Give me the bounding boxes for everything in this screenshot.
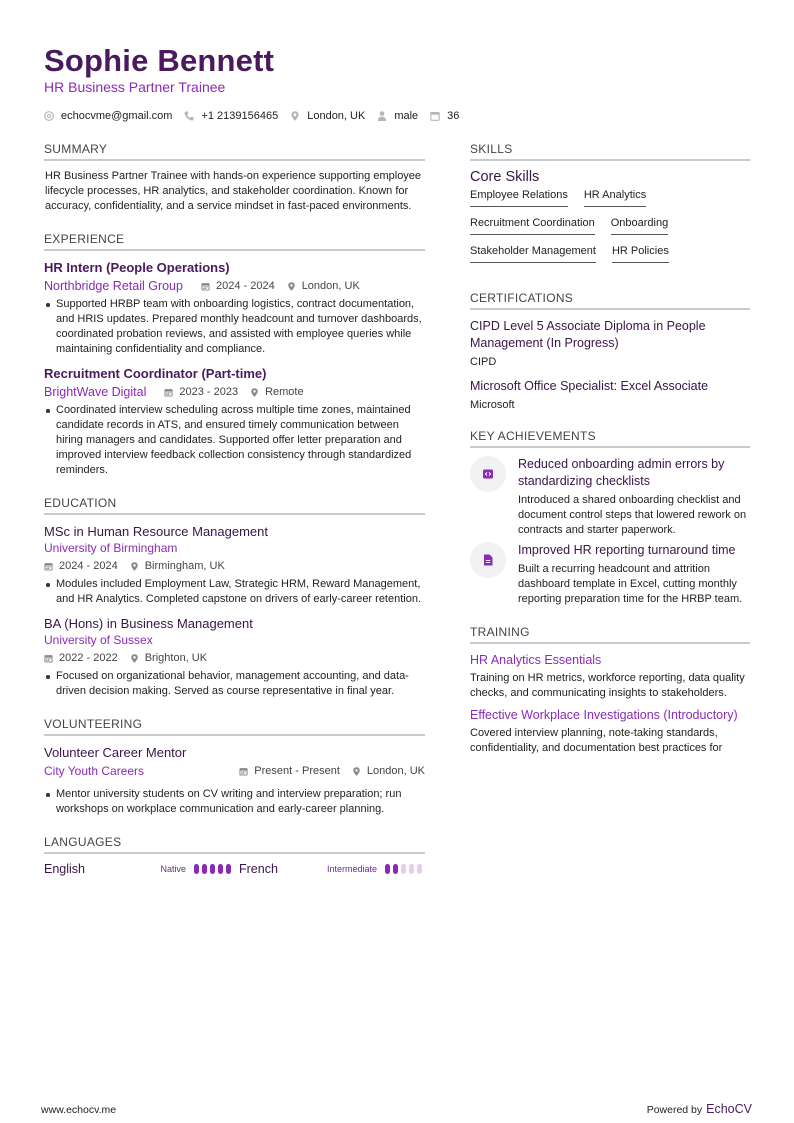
volunteer-meta	[44, 763, 425, 779]
achievements-section	[470, 427, 750, 607]
section-heading: SKILLS	[470, 140, 750, 161]
section-heading: VOLUNTEERING	[44, 715, 425, 736]
contact-gender	[377, 110, 418, 122]
calendar-icon	[44, 654, 53, 663]
location-text: Birmingham, UK	[144, 560, 225, 572]
brand-name: EchoCV	[706, 1102, 752, 1116]
location-text: London, UK	[366, 765, 425, 777]
language-level: Native	[160, 864, 186, 874]
phone-icon	[184, 111, 194, 121]
achievement-desc: Introduced a shared onboarding checklist and document control steps that lowered rework on contracts and starter paperwork.	[518, 494, 747, 536]
achievement-title: Reduced onboarding admin errors by standardizing checklists	[518, 457, 725, 488]
job-title: HR Intern (People Operations)	[44, 260, 230, 275]
education-bullets	[44, 577, 425, 607]
education-bullets	[44, 669, 425, 699]
candidate-title: HR Business Partner Trainee	[44, 79, 226, 95]
certifications-section	[470, 289, 750, 411]
language-item	[239, 862, 425, 876]
contact-age	[430, 110, 459, 122]
education-item	[44, 523, 425, 607]
job-meta	[44, 278, 425, 294]
achievement-title: Improved HR reporting turnaround time	[518, 543, 736, 557]
education-location	[130, 558, 225, 574]
education-item	[44, 615, 425, 699]
school-name: University of Birmingham	[44, 541, 178, 555]
person-icon	[377, 111, 387, 121]
left-column	[44, 140, 425, 892]
contact-row	[44, 110, 750, 122]
proficiency-dot	[226, 864, 231, 874]
candidate-name: Sophie Bennett	[44, 43, 275, 78]
training-section	[470, 623, 750, 756]
experience-item	[44, 365, 425, 478]
dates-text: 2024 - 2024	[59, 560, 118, 572]
proficiency-dots	[385, 864, 425, 874]
skill-tag: Stakeholder Management	[470, 245, 596, 263]
training-name: HR Analytics Essentials	[470, 653, 602, 667]
education-dates	[44, 650, 118, 666]
achievement-icon-wrap	[470, 456, 506, 492]
section-heading: EXPERIENCE	[44, 230, 425, 251]
volunteer-bullets	[44, 787, 425, 817]
section-heading: SUMMARY	[44, 140, 425, 161]
achievement-desc: Built a recurring headcount and attrition dashboard template in Excel, cutting monthly reporting preparation time for the HRBP team.	[518, 563, 743, 605]
bullet-item: Modules included Employment Law, Strategic HRM, Reward Management, and HR Analytics. Completed capstone on drivers of early-career retention.	[44, 577, 425, 607]
training-desc: Training on HR metrics, workforce reporting, data quality checks, and communicating insights to stakeholders.	[470, 672, 745, 699]
skill-tag: Onboarding	[611, 217, 669, 235]
volunteer-location	[352, 763, 425, 779]
achievement-icon-wrap	[470, 542, 506, 578]
experience-item	[44, 259, 425, 357]
proficiency-dot	[393, 864, 398, 874]
language-item	[44, 862, 234, 876]
proficiency-dot	[409, 864, 414, 874]
code-icon	[482, 468, 494, 480]
at-icon	[44, 111, 54, 121]
job-dates	[201, 278, 275, 294]
footer-website[interactable]: www.echocv.me	[41, 1104, 117, 1116]
location-text: London, UK	[307, 110, 366, 122]
section-heading: TRAINING	[470, 623, 750, 644]
proficiency-dot	[194, 864, 199, 874]
job-bullets	[44, 297, 425, 357]
resume-header	[44, 44, 750, 122]
company-name: Northbridge Retail Group	[44, 279, 183, 293]
skill-tag: HR Analytics	[584, 189, 646, 207]
job-title: Recruitment Coordinator (Part-time)	[44, 366, 267, 381]
education-dates	[44, 558, 118, 574]
bullet-item: Focused on organizational behavior, management accounting, and data-driven decision making. Served as course representative in final year.	[44, 669, 425, 699]
footer-powered-by[interactable]	[647, 1102, 752, 1116]
calendar-icon	[164, 388, 173, 397]
volunteering-section	[44, 715, 425, 817]
job-location	[250, 384, 304, 400]
achievement-body	[518, 456, 750, 538]
skill-tag: HR Policies	[612, 245, 669, 263]
achievement-item	[470, 456, 750, 538]
location-pin-icon	[250, 388, 259, 397]
age-text: 36	[447, 110, 460, 122]
gender-text: male	[394, 110, 419, 122]
skills-list	[470, 189, 750, 273]
education-meta	[44, 558, 425, 574]
company-name: BrightWave Digital	[44, 385, 147, 399]
training-name: Effective Workplace Investigations (Introductory)	[470, 708, 738, 722]
phone-text: +1 2139156465	[201, 110, 279, 122]
skill-tag: Employee Relations	[470, 189, 568, 207]
location-pin-icon	[290, 111, 300, 121]
degree-title: MSc in Human Resource Management	[44, 524, 268, 539]
proficiency-dot	[202, 864, 207, 874]
cert-org: Microsoft	[470, 399, 515, 411]
contact-phone[interactable]	[184, 110, 278, 122]
training-desc: Covered interview planning, note-taking standards, confidentiality, and documentation best practices for	[470, 727, 723, 754]
location-pin-icon	[130, 562, 139, 571]
volunteer-dates	[239, 763, 340, 779]
experience-section	[44, 230, 425, 478]
email-text: echocvme@gmail.com	[61, 110, 173, 122]
right-column	[470, 140, 750, 772]
section-heading: CERTIFICATIONS	[470, 289, 750, 310]
section-heading: LANGUAGES	[44, 833, 425, 854]
dates-text: 2024 - 2024	[215, 280, 275, 292]
degree-title: BA (Hons) in Business Management	[44, 616, 253, 631]
education-section	[44, 494, 425, 699]
volunteer-role: Volunteer Career Mentor	[44, 745, 187, 760]
volunteer-meta-right	[239, 763, 425, 779]
dates-text: Present - Present	[254, 765, 340, 777]
location-pin-icon	[287, 282, 296, 291]
languages-section	[44, 833, 425, 876]
location-text: London, UK	[301, 280, 360, 292]
achievement-item	[470, 542, 750, 607]
language-list	[44, 862, 425, 876]
document-icon	[482, 554, 494, 566]
job-bullets	[44, 403, 425, 478]
calendar-icon	[201, 282, 210, 291]
cert-org: CIPD	[470, 356, 497, 368]
dates-text: 2022 - 2022	[59, 652, 118, 664]
section-heading: KEY ACHIEVEMENTS	[470, 427, 750, 448]
section-heading: EDUCATION	[44, 494, 425, 515]
location-text: Brighton, UK	[144, 652, 208, 664]
location-pin-icon	[352, 767, 361, 776]
proficiency-dot	[210, 864, 215, 874]
education-location	[130, 650, 207, 666]
cert-name: Microsoft Office Specialist: Excel Associate	[470, 379, 709, 393]
location-pin-icon	[130, 654, 139, 663]
volunteer-org: City Youth Careers	[44, 764, 145, 778]
proficiency-dot	[385, 864, 390, 874]
calendar-icon	[239, 767, 248, 776]
summary-text: HR Business Partner Trainee with hands-on experience supporting employee lifecycle processes, HR analytics, and stakeholder coordination. Known for accuracy, confidentiality, and a service mindset in fast-paced environments.	[45, 170, 422, 212]
calendar-icon	[44, 562, 53, 571]
bullet-item: Supported HRBP team with onboarding logistics, contract documentation, and HRIS updates. Prepared monthly headcount and turnover dashboards, coordinated probation reviews, and assisted with employee queries while maintaining confidentiality and compliance.	[44, 297, 425, 357]
proficiency-dot	[417, 864, 422, 874]
contact-email[interactable]	[44, 110, 172, 122]
dates-text: 2023 - 2023	[179, 386, 239, 398]
proficiency-dot	[401, 864, 406, 874]
education-meta	[44, 650, 425, 666]
achievement-body	[518, 542, 750, 607]
skills-section	[470, 140, 750, 273]
bullet-item: Coordinated interview scheduling across multiple time zones, maintained candidate records in ATS, and ensured timely communication between hiring managers and candidates. Supported offer letter preparation and improved interview feedback collection consistency through standardized reminders.	[44, 403, 425, 478]
school-name: University of Sussex	[44, 633, 153, 647]
powered-by-text: Powered by	[646, 1104, 703, 1116]
summary-section	[44, 140, 425, 214]
language-name: French	[239, 862, 278, 876]
job-location	[287, 278, 360, 294]
calendar-icon	[430, 111, 440, 121]
bullet-item: Mentor university students on CV writing and interview preparation; run workshops on workplace communication and early-career planning.	[44, 787, 425, 817]
proficiency-dot	[218, 864, 223, 874]
proficiency-dots	[194, 864, 234, 874]
job-dates	[164, 384, 238, 400]
skills-group-title: Core Skills	[470, 169, 540, 185]
skill-tag: Recruitment Coordination	[470, 217, 595, 235]
language-level: Intermediate	[326, 864, 377, 874]
contact-location	[290, 110, 365, 122]
cert-name: CIPD Level 5 Associate Diploma in People Management (In Progress)	[470, 319, 706, 350]
location-text: Remote	[265, 386, 304, 398]
job-meta	[44, 384, 425, 400]
language-name: English	[44, 862, 85, 876]
